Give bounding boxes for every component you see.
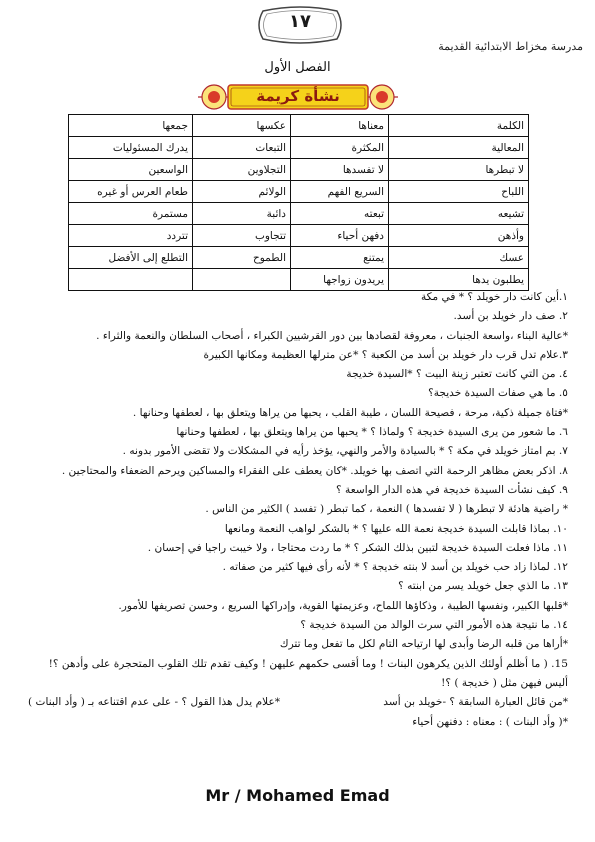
qa-line: *فتاة جميلة ذكية، مرحة ، فصيحة اللسان ، طيبة القلب ، يحبها من يراها ويتعلق بها ، لعطفها وحنانها . <box>132 406 568 419</box>
qa-line: ٦. ما شعور من يرى السيدة خديجة ؟ ولماذا ؟ * يحبها من يراها ويتعلق بها ، لعطفها وحنانها <box>176 426 568 439</box>
table-cell: يطلبون يدها <box>389 269 529 291</box>
table-cell: طعام العرس أو غيره <box>69 181 193 203</box>
table-header-row <box>69 115 529 137</box>
table-cell: دفهن أحياء <box>291 225 389 247</box>
table-cell: الواسعين <box>69 159 193 181</box>
qa-line: ١٣. ما الذي جعل خويلد يسر من ابنته ؟ <box>398 580 568 593</box>
table-cell: الطموح <box>193 247 291 269</box>
qa-line: ٩. كيف نشأت السيدة خديجة في هذه الدار الواسعة ؟ <box>336 483 568 496</box>
qa-line: ١١. ماذا فعلت السيدة خديجة لتبين بذلك الشكر ؟ * ما ردت محتاجا ، ولا خيبت راجيا في إحسان . <box>147 541 568 554</box>
table-cell: يدرك المسئوليات <box>69 137 193 159</box>
qa-line: 15. ( ما أظلم أولئك الذين يكرهون البنات ! وما أقسى حكمهم عليهن ! وكيف تقدم تلك القلوب المتحجرة على وأدهن ؟! أليس فيهن مثل ( خديجة ) ؟! <box>48 657 568 689</box>
qa-line: ١٠. بماذا قابلت السيدة خديجة نعمة الله عليها ؟ * بالشكر لواهب النعمة ومانعها <box>224 522 568 535</box>
table-row <box>69 203 529 225</box>
table-row <box>69 137 529 159</box>
qa-line: * راضية هادئة لا تبطرها ( لا تفسدها ) النعمة ، كما تبطر ( تفسد ) الكثير من الناس . <box>205 503 568 516</box>
table-cell: السريع الفهم <box>291 181 389 203</box>
page-number-badge <box>255 5 345 45</box>
table-cell: المكثرة <box>291 137 389 159</box>
school-name: مدرسة مخزاط الابتدائية القديمة <box>438 40 583 53</box>
author-signature: Mr / Mohamed Emad <box>205 786 390 805</box>
chapter-title: الفصل الأول <box>264 60 331 75</box>
qa-line: *أراها من قلبه الرضا وأبدى لها ارتياحه التام لكل ما تفعل وما تترك <box>279 638 568 651</box>
page-number: ١٧ <box>289 11 311 32</box>
table-cell: المعالية <box>389 137 529 159</box>
vocabulary-table <box>68 114 529 291</box>
column-header: عكسها <box>193 115 291 137</box>
qa-line: ١.أين كانت دار خويلد ؟ * في مكة <box>420 291 568 303</box>
table-cell: يمتنع <box>291 247 389 269</box>
qa-line: ٧. بم امتاز خويلد في مكة ؟ * بالسيادة والأمر والنهي، يؤخذ رأيه في المشكلات ولا تقضى الأمور بدونه . <box>122 445 568 458</box>
qa-line: *( وأد البنات ) : معناه : دفنهن أحياء <box>412 715 568 728</box>
table-cell: التطلع إلى الأفضل <box>69 247 193 269</box>
table-cell: مستمرة <box>69 203 193 225</box>
section-banner <box>198 80 398 114</box>
table-cell: دائبة <box>193 203 291 225</box>
qa-line: *من قائل العبارة السابقة ؟ -خويلد بن أسد <box>383 696 568 709</box>
table-cell: وأذهن <box>389 225 529 247</box>
banner-title: نشأة كريمة <box>256 87 340 105</box>
table-cell: التبعات <box>193 137 291 159</box>
qa-line: ١٢. لماذا زاد حب خويلد بن أسد لا بنته خديجة ؟ * لأنه رأى فيها كثير من صفاته . <box>222 561 568 574</box>
table-cell: لا تبطرها <box>389 159 529 181</box>
table-cell: يريدون زواجها <box>291 269 389 291</box>
qa-line: *قلبها الكبير، ونفسها الطيبة ، وذكاؤها اللماح، وعزيمتها القوية، وإدراكها السريع ، وحسن تصريفها للأمور. <box>118 599 568 612</box>
qa-line: ٤. من التي كانت تعتبر زينة البيت ؟ *السيدة خديجة <box>346 368 568 381</box>
qa-line: ٢. صف دار خويلد بن أسد. <box>453 310 568 323</box>
questions-section <box>28 288 568 732</box>
table-row <box>69 159 529 181</box>
table-cell: تشيعه <box>389 203 529 225</box>
table-row <box>69 225 529 247</box>
column-header: معناها <box>291 115 389 137</box>
column-header: جمعها <box>69 115 193 137</box>
table-cell: التجلاوين <box>193 159 291 181</box>
table-cell: عسك <box>389 247 529 269</box>
table-cell: تتجاوب <box>193 225 291 247</box>
table-row <box>69 181 529 203</box>
column-header: الكلمة <box>389 115 529 137</box>
table-cell: تبعته <box>291 203 389 225</box>
table-cell: اللباح <box>389 181 529 203</box>
qa-line: ١٤. ما نتيجة هذه الأمور التي سرت الوالد من السيدة خديجة ؟ <box>300 619 568 632</box>
table-cell: لا تفسدها <box>291 159 389 181</box>
table-cell: الولائم <box>193 181 291 203</box>
qa-line-pair <box>28 693 568 712</box>
qa-line: *علام يدل هذا القول ؟ - على عدم اقتناعه بـ ( وأد البنات ) <box>28 696 281 709</box>
qa-line: ٨. اذكر بعض مظاهر الرحمة التي اتصف بها خويلد. *كان يعطف على الفقراء والمساكين ويرحم الضعفاء والمحتاجين . <box>61 464 568 477</box>
qa-line: *عالية البناء ،واسعة الجنبات ، معروفة لقصادها بين دور القرشيين الكبراء ، أصحاب السلطان والنعمة والثراء . <box>96 329 568 342</box>
table-cell: تتردد <box>69 225 193 247</box>
qa-line: ٣.علام تدل قرب دار خويلد بن أسد من الكعبة ؟ *عن مترلها العظيمة ومكانها الكبيرة <box>203 348 568 361</box>
qa-line: ٥. ما هي صفات السيدة خديجة؟ <box>428 387 568 400</box>
table-row <box>69 247 529 269</box>
